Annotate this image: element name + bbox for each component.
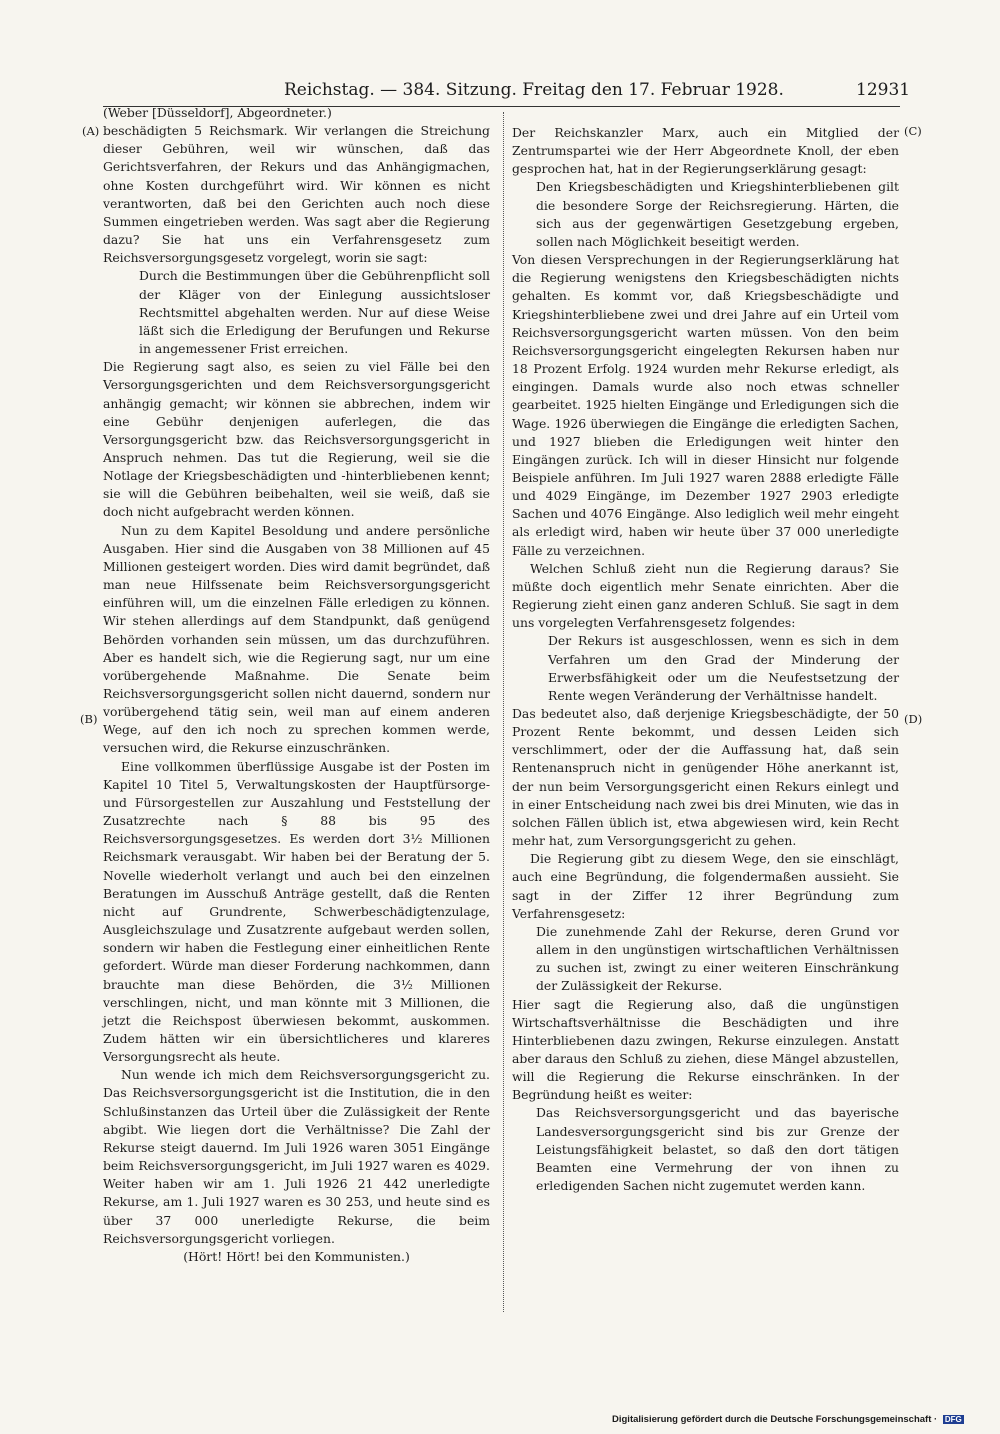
margin-mark-c: (C) [904,124,922,138]
paragraph: Eine vollkommen überflüssige Ausgabe ist der Posten im Kapitel 10 Titel 5, Verwaltungskosten der Hauptfürsorge- und Fürsorgestellen zur Auszahlung und Feststellung der Zusatzrechte nach § 88 bis 95 des Reichsversorgungsgesetzes. Es werden dort 3½ Millionen Reichsmark verausgabt. Wir haben bei der Beratung der 5. Novelle wiederholt verlangt und auch bei den einzelnen Beratungen im Ausschuß Anträge gestellt, daß die Renten nicht auf Grundrente, Schwerbeschädigtenzulage, Ausgleichszulage und Zusatzrente aufgebaut werden sollen, sondern wir haben die Festlegung einer einheitlichen Rente gefordert. Würde man dieser Forderung nachkommen, dann brauchte man diese Behörden, die 3½ Millionen verschlingen, nicht, und man könnte mit 3 Millionen, die jetzt die Reichspost überwiesen bekommt, auskommen. Zudem hätten wir ein übersichtlicheres und klareres Versorgungsrecht als heute. [103,758,490,1065]
quotation: Durch die Bestimmungen über die Gebührenpflicht soll der Kläger von der Einlegung aussichtsloser Rechtsmittel abgehalten werden. Nur auf diese Weise läßt sich die Erledigung der Berufungen und Rekurse in angemessener Frist erreichen. [139,268,490,357]
quotation: Die zunehmende Zahl der Rekurse, deren Grund vor allem in den ungünstigen wirtschaftlichen Verhältnissen zu suchen ist, zwingt zu einer weiteren Einschränkung der Zulässigkeit der Rekurse. [536,923,899,994]
quotation: Das Reichsversorgungsgericht und das bayerische Landesversorgungsgericht sind bis zur Grenze der Leistungsfähigkeit belastet, so daß den dort tätigen Beamten eine Vermehrung der von ihnen zu erledigenden Sachen nicht zugemutet werden kann. [536,1105,899,1194]
paragraph: Welchen Schluß zieht nun die Regierung daraus? Sie müßte doch eigentlich mehr Senate einrichten. Aber die Regierung zieht einen ganz anderen Schluß. Sie sagt in dem uns vorgelegten Verfahrensgesetz folgendes: [512,560,899,631]
quotation: Der Rekurs ist ausgeschlossen, wenn es sich in dem Verfahren um den Grad der Minderung der Erwerbsfähigkeit oder um die Neufestsetzung der Rente wegen Veränderung der Verhältnisse handelt. [548,633,899,703]
paragraph: Hier sagt die Regierung also, daß die ungünstigen Wirtschaftsverhältnisse die Beschädigten und ihre Hinterbliebenen dazu zwingen, Rekurse einzulegen. Anstatt aber daraus den Schluß zu ziehen, diese Mängel abzustellen, will die Regierung die Rekurse einschränken. In der Begründung heißt es weiter: [512,996,899,1103]
margin-mark-d: (D) [904,712,923,726]
paragraph: Nun zu dem Kapitel Besoldung und andere persönliche Ausgaben. Hier sind die Ausgaben von 38 Millionen auf 45 Millionen gesteigert worden. Dies wird damit begründet, daß man neue Hilfssenate beim Reichsversorgungsgericht einführen will, um die einzelnen Fälle erledigen zu können. Wir stehen allerdings auf dem Standpunkt, daß genügend Behörden vorhanden sein müssen, um das durchzuführen. Aber es handelt sich, wie die Regierung sagt, nur um eine vorübergehende Maßnahme. Die Senate beim Reichsversorgungsgericht sollen nicht dauernd, sondern nur vorübergehend tätig sein, weil man auf einem anderen Wege, auf den ich noch zu sprechen kommen werde, versuchen wird, die Rekurse einzuschränken. [103,522,490,756]
margin-mark-a: (A) [82,124,100,138]
paragraph: Nun wende ich mich dem Reichsversorgungsgericht zu. Das Reichsversorgungsgericht ist die Institution, die in den Schlußinstanzen das Urteil über die Zulässigkeit der Rente abgibt. Wie liegen dort die Verhältnisse? Die Zahl der Rekurse steigt dauernd. Im Juli 1926 waren 3051 Eingänge beim Reichsversorgungsgericht, im Juli 1927 waren es 4029. Weiter haben wir am 1. Juli 1926 21 442 unerledigte Rekurse, am 1. Juli 1927 waren es 30 253, und heute sind es über 37 000 unerledigte Rekurse, die beim Reichsversorgungsgericht vorliegen. [103,1067,490,1246]
page-title: Reichstag. — 384. Sitzung. Freitag den 17. Februar 1928. [284,80,784,100]
paragraph: Die Regierung sagt also, es seien zu viel Fälle bei den Versorgungsgerichten und dem Reichsversorgungsgericht anhängig gemacht; wir können sie abbrechen, indem wir eine Gebühr denjenigen auferlegen, die das Versorgungsgericht bzw. das Reichsversorgungsgericht in Anspruch nehmen. Das tut die Regierung, weil sie die Notlage der Kriegsbeschädigten und -hinterbliebenen kennt; sie will die Gebühren beibehalten, weil sie weiß, daß sie doch nicht aufgebracht werden können. [103,359,490,520]
dfg-logo: DFG [944,1414,962,1424]
page-number: 12931 [856,80,911,100]
column-divider [503,112,504,1312]
paragraph: Von diesen Versprechungen in der Regierungserklärung hat die Regierung wenigstens den Kriegsbeschädigten nichts gehalten. Es kommt vor, daß Kriegsbeschädigte und Kriegshinterbliebene zwei und drei Jahre auf ein Urteil vom Reichsversorgungsgericht warten müssen. Von den beim Reichsversorgungsgericht eingelegten Rekursen haben nur 18 Prozent Erfolg. 1924 wurden mehr Rekurse erledigt, als eingingen. Damals wurde also noch etwas schneller gearbeitet. 1925 hielten Eingänge und Erledigungen sich die Wage. 1926 überwiegen die Eingänge die erledigten Sachen, und 1927 blieben die Erledigungen weit hinter den Eingängen zurück. Ich will in dieser Hinsicht nur folgende Beispiele anführen. Im Juli 1927 waren 2888 erledigte Fälle und 4029 Eingänge, im Dezember 1927 2903 erledigte Sachen und 4076 Eingänge. Also lediglich weil mehr eingeht als erledigt wird, haben wir heute über 37 000 unerledigte Fälle zu verzeichnen. [512,252,899,558]
quotation: Den Kriegsbeschädigten und Kriegshinterbliebenen gilt die besondere Sorge der Reichsregierung. Härten, die sich aus der gegenwärtigen Gesetzgebung ergeben, sollen nach Möglichkeit beseitigt werden. [536,179,899,249]
margin-mark-b: (B) [80,712,98,726]
page-header [0,80,1000,104]
left-column [103,104,490,1266]
paragraph: beschädigten 5 Reichsmark. Wir verlangen die Streichung dieser Gebühren, weil wir wünschen, daß das Gerichtsverfahren, der Rekurs und das Anhängigmachen, ohne Kosten durchgeführt wird. Wir können es nicht verantworten, daß bei den Gerichten auch noch diese Summen eingetrieben werden. Was sagt aber die Regierung dazu? Sie hat uns ein Verfahrensgesetz zum Reichsversorgungsgesetz vorgelegt, worin sie sagt: [103,123,490,266]
right-column [512,124,899,1195]
paragraph: Der Reichskanzler Marx, auch ein Mitglied der Zentrumspartei wie der Herr Abgeordnete Knoll, der eben gesprochen hat, hat in der Regierungserklärung gesagt: [512,125,899,177]
paragraph: Die Regierung gibt zu diesem Wege, den sie einschlägt, auch eine Begründung, die folgendermaßen aussieht. Sie sagt in der Ziffer 12 ihrer Begründung zum Verfahrensgesetz: [512,851,899,921]
footer-credit: Digitalisierung gefördert durch die Deutsche Forschungsgemeinschaft · DFG [612,1414,962,1425]
footer-text: Digitalisierung gefördert durch die Deutsche Forschungsgemeinschaft [612,1414,932,1425]
speaker-line: (Weber [Düsseldorf], Abgeordneter.) [103,105,332,120]
paragraph: Das bedeutet also, daß derjenige Kriegsbeschädigte, der 50 Prozent Rente bekommt, und dessen Leiden sich verschlimmert, oder der die Auffassung hat, daß sein Rentenanspruch nicht in genügender Höhe anerkannt ist, der nun beim Versorgungsgericht einen Rekurs einlegt und in einer Entscheidung nach zwei bis drei Minuten, wie das in solchen Fällen üblich ist, etwa abgewiesen wird, kein Recht mehr hat, zum Versorgungsgericht zu gehen. [512,706,899,849]
interjection: (Hört! Hört! bei den Kommunisten.) [183,1248,410,1264]
